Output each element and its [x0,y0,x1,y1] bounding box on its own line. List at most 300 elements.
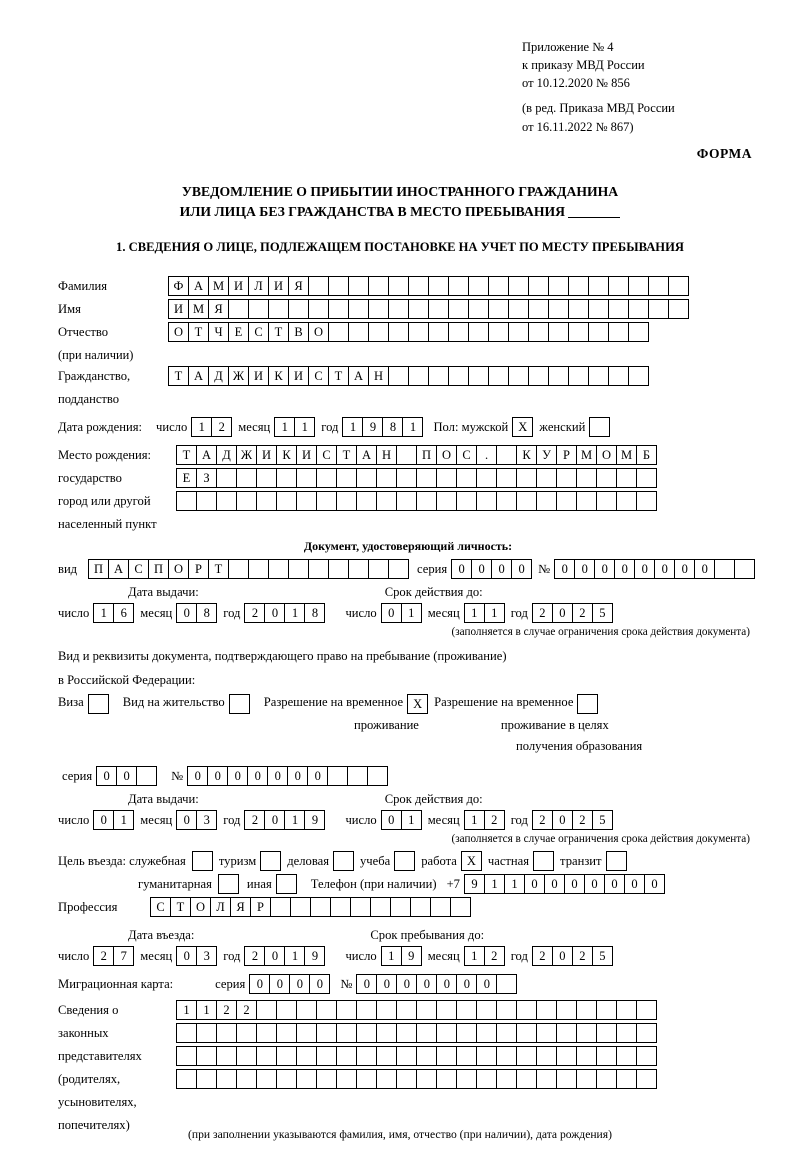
char-cell[interactable] [236,1023,257,1043]
char-cell[interactable]: 1 [504,874,525,894]
char-cell[interactable]: М [616,445,637,465]
char-cell[interactable] [714,559,735,579]
char-cell[interactable]: А [188,366,209,386]
char-cell[interactable] [528,299,549,319]
char-cell[interactable]: 0 [634,559,655,579]
char-cell[interactable]: А [348,366,369,386]
char-cell[interactable] [196,1046,217,1066]
char-cell[interactable] [456,1023,477,1043]
char-cell[interactable] [516,1000,537,1020]
char-cell[interactable] [528,276,549,296]
char-cell[interactable] [476,491,497,511]
char-cell[interactable] [296,1069,317,1089]
char-cell[interactable] [376,1046,397,1066]
char-cell[interactable] [308,299,329,319]
stay-number-input[interactable] [187,766,388,786]
char-cell[interactable]: О [596,445,617,465]
char-cell[interactable] [496,974,517,994]
char-cell[interactable] [528,366,549,386]
char-cell[interactable]: 0 [356,974,377,994]
char-cell[interactable] [596,1046,617,1066]
birthplace-row1-input[interactable] [176,445,657,465]
char-cell[interactable]: 1 [401,603,422,623]
purpose-service-checkbox[interactable] [192,851,213,871]
char-cell[interactable] [416,1000,437,1020]
char-cell[interactable] [568,366,589,386]
char-cell[interactable] [288,559,309,579]
char-cell[interactable]: 2 [244,603,265,623]
char-cell[interactable]: 1 [294,417,315,437]
char-cell[interactable]: 9 [401,946,422,966]
char-cell[interactable] [488,299,509,319]
char-cell[interactable]: 0 [309,974,330,994]
char-cell[interactable] [176,1023,197,1043]
char-cell[interactable] [556,1023,577,1043]
char-cell[interactable] [196,491,217,511]
char-cell[interactable] [268,559,289,579]
char-cell[interactable] [616,1000,637,1020]
char-cell[interactable] [216,1046,237,1066]
char-cell[interactable] [628,366,649,386]
char-cell[interactable] [356,1023,377,1043]
char-cell[interactable] [276,1069,297,1089]
char-cell[interactable] [256,1000,277,1020]
citizenship-input[interactable] [168,366,649,386]
migration-number-input[interactable] [356,974,517,994]
char-cell[interactable] [476,1046,497,1066]
char-cell[interactable] [456,1000,477,1020]
char-cell[interactable]: Ж [236,445,257,465]
char-cell[interactable] [236,468,257,488]
char-cell[interactable] [608,322,629,342]
char-cell[interactable]: 9 [304,946,325,966]
char-cell[interactable] [176,1069,197,1089]
char-cell[interactable]: . [476,445,497,465]
char-cell[interactable] [256,1069,277,1089]
stay-issue-month-input[interactable] [176,810,217,830]
char-cell[interactable]: 1 [284,810,305,830]
patronymic-input[interactable] [168,322,649,342]
char-cell[interactable] [428,322,449,342]
char-cell[interactable]: 1 [484,603,505,623]
birthplace-row2-input[interactable] [176,468,657,488]
char-cell[interactable] [576,1046,597,1066]
char-cell[interactable] [416,1069,437,1089]
char-cell[interactable]: 0 [511,559,532,579]
char-cell[interactable]: 0 [544,874,565,894]
stayuntil-day-input[interactable] [381,946,422,966]
char-cell[interactable] [576,468,597,488]
char-cell[interactable]: 0 [116,766,137,786]
char-cell[interactable] [636,468,657,488]
char-cell[interactable]: Н [368,366,389,386]
char-cell[interactable]: 2 [216,1000,237,1020]
char-cell[interactable]: 0 [584,874,605,894]
char-cell[interactable] [256,468,277,488]
char-cell[interactable] [636,1000,657,1020]
char-cell[interactable] [396,1023,417,1043]
char-cell[interactable]: 0 [574,559,595,579]
char-cell[interactable]: О [190,897,211,917]
char-cell[interactable] [368,559,389,579]
char-cell[interactable] [336,1023,357,1043]
char-cell[interactable] [616,468,637,488]
char-cell[interactable] [256,491,277,511]
legal-rep-row4-input[interactable] [176,1069,657,1089]
char-cell[interactable] [536,1069,557,1089]
char-cell[interactable] [270,897,291,917]
stayuntil-month-input[interactable] [464,946,505,966]
char-cell[interactable] [376,1000,397,1020]
char-cell[interactable] [476,468,497,488]
char-cell[interactable] [508,276,529,296]
char-cell[interactable] [576,1023,597,1043]
char-cell[interactable]: Ч [208,322,229,342]
char-cell[interactable]: 1 [176,1000,197,1020]
char-cell[interactable] [196,1023,217,1043]
profession-input[interactable] [150,897,471,917]
char-cell[interactable]: 0 [247,766,268,786]
char-cell[interactable]: П [148,559,169,579]
char-cell[interactable]: 0 [264,946,285,966]
char-cell[interactable] [296,1023,317,1043]
char-cell[interactable]: О [168,559,189,579]
char-cell[interactable] [456,1069,477,1089]
char-cell[interactable]: 0 [552,810,573,830]
char-cell[interactable]: 0 [491,559,512,579]
char-cell[interactable]: С [316,445,337,465]
char-cell[interactable]: Т [328,366,349,386]
char-cell[interactable]: Т [188,322,209,342]
char-cell[interactable]: 1 [342,417,363,437]
char-cell[interactable] [734,559,755,579]
char-cell[interactable]: Я [230,897,251,917]
char-cell[interactable] [436,1069,457,1089]
char-cell[interactable] [568,299,589,319]
char-cell[interactable]: Н [376,445,397,465]
char-cell[interactable] [347,766,368,786]
char-cell[interactable]: К [276,445,297,465]
residence-permit-checkbox[interactable] [229,694,250,714]
char-cell[interactable] [628,276,649,296]
char-cell[interactable] [588,299,609,319]
purpose-humanitarian-checkbox[interactable] [218,874,239,894]
char-cell[interactable]: 0 [176,810,197,830]
char-cell[interactable]: 8 [382,417,403,437]
char-cell[interactable] [368,276,389,296]
entry-day-input[interactable] [93,946,134,966]
char-cell[interactable] [616,1069,637,1089]
char-cell[interactable]: 0 [476,974,497,994]
char-cell[interactable] [336,1000,357,1020]
purpose-tourism-checkbox[interactable] [260,851,281,871]
char-cell[interactable] [568,322,589,342]
char-cell[interactable]: И [256,445,277,465]
char-cell[interactable] [328,299,349,319]
char-cell[interactable] [496,1023,517,1043]
char-cell[interactable]: 0 [624,874,645,894]
char-cell[interactable] [456,1046,477,1066]
char-cell[interactable]: 0 [554,559,575,579]
char-cell[interactable] [668,299,689,319]
char-cell[interactable] [316,1000,337,1020]
char-cell[interactable]: 5 [592,946,613,966]
char-cell[interactable] [367,766,388,786]
char-cell[interactable] [428,366,449,386]
char-cell[interactable] [356,468,377,488]
char-cell[interactable]: 6 [113,603,134,623]
char-cell[interactable] [136,766,157,786]
char-cell[interactable]: С [150,897,171,917]
char-cell[interactable] [396,1069,417,1089]
char-cell[interactable] [668,276,689,296]
char-cell[interactable]: Д [216,445,237,465]
char-cell[interactable] [376,491,397,511]
char-cell[interactable] [548,299,569,319]
char-cell[interactable] [496,1069,517,1089]
char-cell[interactable]: Ф [168,276,189,296]
sex-male-checkbox[interactable]: X [512,417,533,437]
char-cell[interactable] [316,1069,337,1089]
char-cell[interactable]: Я [208,299,229,319]
legal-rep-row3-input[interactable] [176,1046,657,1066]
char-cell[interactable] [596,468,617,488]
char-cell[interactable] [348,299,369,319]
char-cell[interactable]: А [188,276,209,296]
char-cell[interactable] [436,1000,457,1020]
char-cell[interactable] [636,1023,657,1043]
char-cell[interactable] [288,299,309,319]
char-cell[interactable] [628,322,649,342]
char-cell[interactable] [588,366,609,386]
char-cell[interactable] [388,366,409,386]
char-cell[interactable] [556,1000,577,1020]
char-cell[interactable]: 0 [269,974,290,994]
char-cell[interactable] [576,491,597,511]
char-cell[interactable] [216,468,237,488]
char-cell[interactable] [496,468,517,488]
char-cell[interactable]: С [248,322,269,342]
legal-rep-row1-input[interactable] [176,1000,657,1020]
char-cell[interactable]: 0 [396,974,417,994]
char-cell[interactable]: О [168,322,189,342]
char-cell[interactable]: И [248,366,269,386]
char-cell[interactable] [176,1046,197,1066]
doc-issue-month-input[interactable] [176,603,217,623]
char-cell[interactable] [408,299,429,319]
char-cell[interactable]: О [436,445,457,465]
char-cell[interactable] [608,299,629,319]
char-cell[interactable] [276,1000,297,1020]
doc-valid-month-input[interactable] [464,603,505,623]
char-cell[interactable]: 0 [176,946,197,966]
char-cell[interactable]: И [296,445,317,465]
char-cell[interactable] [496,1000,517,1020]
char-cell[interactable]: 0 [436,974,457,994]
char-cell[interactable] [370,897,391,917]
char-cell[interactable] [608,366,629,386]
char-cell[interactable]: 0 [227,766,248,786]
char-cell[interactable] [236,1046,257,1066]
char-cell[interactable] [396,491,417,511]
doc-series-input[interactable] [451,559,532,579]
char-cell[interactable]: 0 [307,766,328,786]
char-cell[interactable] [536,468,557,488]
char-cell[interactable] [416,491,437,511]
stay-issue-year-input[interactable] [244,810,325,830]
entry-month-input[interactable] [176,946,217,966]
doc-valid-year-input[interactable] [532,603,613,623]
char-cell[interactable]: 2 [532,810,553,830]
char-cell[interactable] [596,1000,617,1020]
char-cell[interactable] [276,491,297,511]
char-cell[interactable]: 1 [402,417,423,437]
char-cell[interactable] [236,491,257,511]
char-cell[interactable] [608,276,629,296]
char-cell[interactable] [548,322,569,342]
char-cell[interactable] [308,276,329,296]
char-cell[interactable] [516,1023,537,1043]
char-cell[interactable]: 0 [564,874,585,894]
char-cell[interactable]: 1 [274,417,295,437]
char-cell[interactable] [516,1069,537,1089]
char-cell[interactable]: Р [556,445,577,465]
char-cell[interactable]: Т [176,445,197,465]
char-cell[interactable]: 0 [694,559,715,579]
char-cell[interactable]: 5 [592,603,613,623]
char-cell[interactable] [276,1046,297,1066]
char-cell[interactable]: 3 [196,946,217,966]
char-cell[interactable]: 0 [289,974,310,994]
char-cell[interactable]: 0 [207,766,228,786]
char-cell[interactable]: 2 [244,810,265,830]
char-cell[interactable]: 0 [552,946,573,966]
char-cell[interactable] [256,1023,277,1043]
char-cell[interactable]: У [536,445,557,465]
temp-residence-checkbox[interactable]: X [407,694,428,714]
char-cell[interactable] [368,299,389,319]
char-cell[interactable] [568,276,589,296]
char-cell[interactable]: А [108,559,129,579]
char-cell[interactable] [330,897,351,917]
char-cell[interactable] [636,491,657,511]
char-cell[interactable]: 1 [381,946,402,966]
char-cell[interactable] [216,1069,237,1089]
char-cell[interactable] [396,1046,417,1066]
char-cell[interactable] [228,299,249,319]
char-cell[interactable] [616,1046,637,1066]
char-cell[interactable]: О [308,322,329,342]
char-cell[interactable]: Т [170,897,191,917]
char-cell[interactable] [516,468,537,488]
char-cell[interactable]: 5 [592,810,613,830]
char-cell[interactable]: 1 [93,603,114,623]
char-cell[interactable] [228,559,249,579]
stay-valid-year-input[interactable] [532,810,613,830]
birthplace-row3-input[interactable] [176,491,657,511]
char-cell[interactable]: 1 [484,874,505,894]
char-cell[interactable]: 0 [674,559,695,579]
char-cell[interactable] [356,1069,377,1089]
char-cell[interactable]: Т [208,559,229,579]
char-cell[interactable]: М [208,276,229,296]
char-cell[interactable]: 8 [196,603,217,623]
char-cell[interactable] [336,1069,357,1089]
char-cell[interactable]: Е [176,468,197,488]
char-cell[interactable]: К [516,445,537,465]
birth-day-input[interactable] [191,417,232,437]
char-cell[interactable] [236,1069,257,1089]
char-cell[interactable]: 8 [304,603,325,623]
char-cell[interactable] [310,897,331,917]
char-cell[interactable]: 2 [236,1000,257,1020]
char-cell[interactable] [428,299,449,319]
char-cell[interactable] [296,1046,317,1066]
char-cell[interactable] [248,559,269,579]
birth-month-input[interactable] [274,417,315,437]
char-cell[interactable]: П [88,559,109,579]
char-cell[interactable] [396,468,417,488]
char-cell[interactable] [348,559,369,579]
char-cell[interactable]: 1 [284,946,305,966]
char-cell[interactable] [216,1023,237,1043]
char-cell[interactable] [296,1000,317,1020]
char-cell[interactable] [396,1000,417,1020]
doc-issue-day-input[interactable] [93,603,134,623]
char-cell[interactable]: В [288,322,309,342]
char-cell[interactable] [436,1023,457,1043]
char-cell[interactable]: И [228,276,249,296]
char-cell[interactable] [316,468,337,488]
char-cell[interactable]: 0 [264,603,285,623]
char-cell[interactable] [616,1023,637,1043]
char-cell[interactable] [616,491,637,511]
char-cell[interactable] [416,1046,437,1066]
char-cell[interactable] [248,299,269,319]
char-cell[interactable]: 0 [287,766,308,786]
char-cell[interactable] [496,1046,517,1066]
char-cell[interactable]: 9 [362,417,383,437]
char-cell[interactable] [396,445,417,465]
stay-valid-day-input[interactable] [381,810,422,830]
stay-series-input[interactable] [96,766,157,786]
char-cell[interactable]: 0 [604,874,625,894]
char-cell[interactable] [508,322,529,342]
char-cell[interactable] [450,897,471,917]
char-cell[interactable] [508,366,529,386]
char-cell[interactable]: Р [188,559,209,579]
char-cell[interactable] [276,468,297,488]
char-cell[interactable] [448,299,469,319]
char-cell[interactable] [536,1000,557,1020]
char-cell[interactable]: 0 [644,874,665,894]
char-cell[interactable] [436,1046,457,1066]
char-cell[interactable] [356,491,377,511]
char-cell[interactable]: И [168,299,189,319]
char-cell[interactable]: 0 [416,974,437,994]
char-cell[interactable] [316,491,337,511]
char-cell[interactable]: М [576,445,597,465]
migration-series-input[interactable] [249,974,330,994]
char-cell[interactable] [430,897,451,917]
char-cell[interactable]: 1 [196,1000,217,1020]
char-cell[interactable] [548,366,569,386]
char-cell[interactable]: Я [288,276,309,296]
char-cell[interactable]: А [196,445,217,465]
char-cell[interactable] [336,1046,357,1066]
char-cell[interactable] [596,1023,617,1043]
purpose-work-checkbox[interactable]: X [461,851,482,871]
